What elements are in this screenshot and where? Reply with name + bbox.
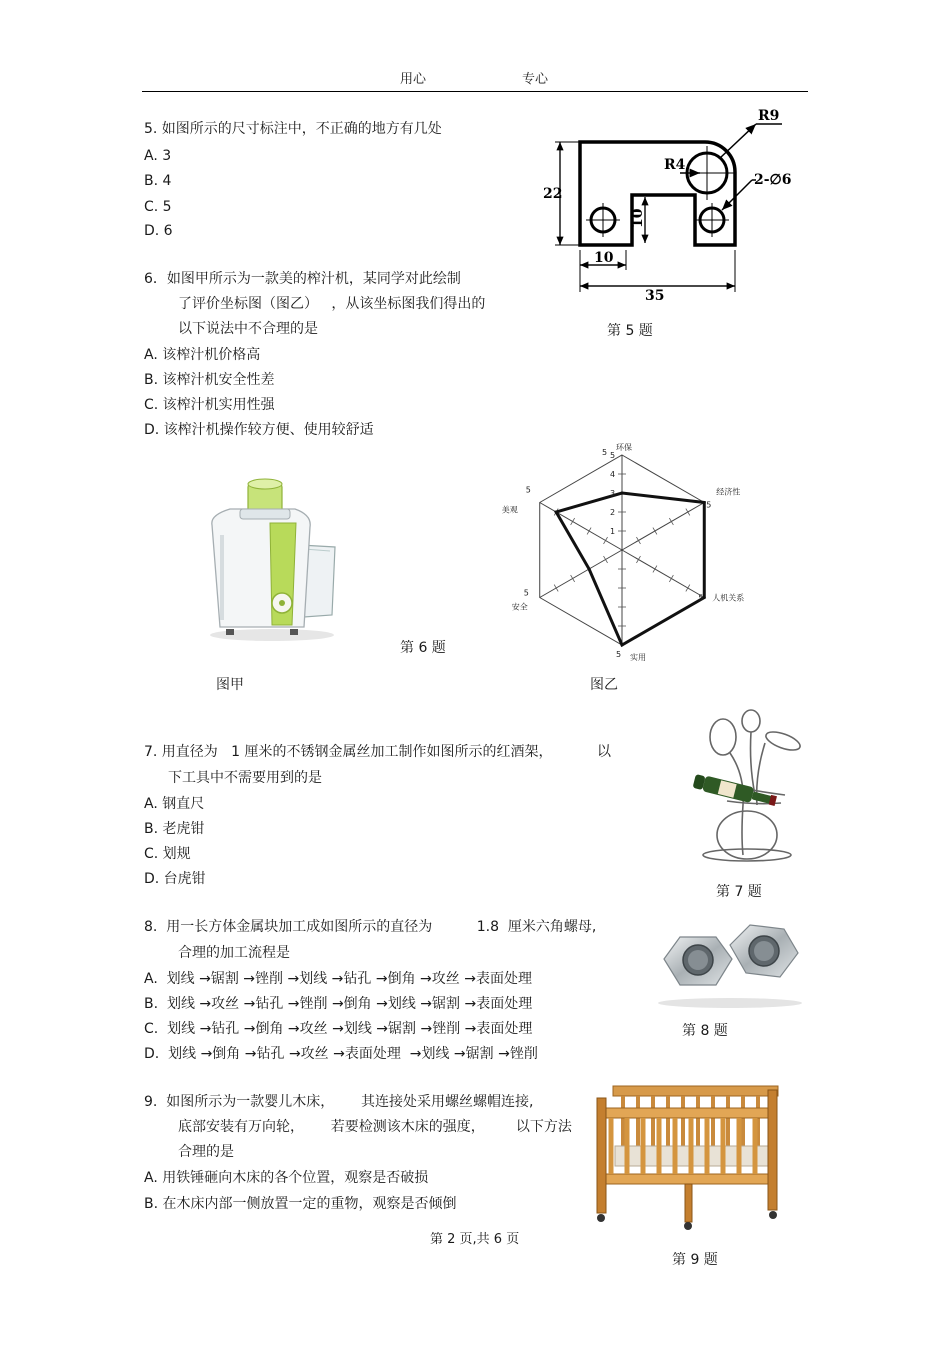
baby-crib-image [593,1078,788,1233]
radar-axis-label: 经济性 [716,487,741,497]
dim-10-vertical: 10 [630,208,646,228]
radar-axis-max-label: 5 [523,588,529,598]
radar-tick-mark [604,537,608,544]
dim-r9: R9 [758,108,780,124]
radar-axis-1 [622,503,704,551]
header-right: 专心 [522,72,549,87]
page-footer: 第 2 页,共 6 页 [430,1232,520,1247]
radar-data-point [621,492,624,495]
q8-option-c: C. 划线 →钻孔 →倒角 →攻丝 →划线 →锯割 →锉削 →表面处理 [144,1021,533,1037]
radar-tick-label: 4 [610,470,616,479]
q6-figure-caption: 第 6 题 [400,640,446,656]
dim-35: 35 [645,288,665,304]
q5-technical-drawing [530,100,810,310]
q8-stem-line2: 合理的加工流程是 [178,945,290,961]
q9-figure-caption: 第 9 题 [672,1252,718,1268]
evaluation-radar-chart [470,440,780,670]
q8-option-b: B. 划线 →攻丝 →钻孔 →锉削 →倒角 →划线 →锯割 →表面处理 [144,996,533,1012]
q7-stem-line2: 下工具中不需要用到的是 [168,770,322,786]
figure-b-caption: 图乙 [590,677,618,693]
radar-axis-label: 安全 [511,602,528,612]
juicer-image [200,475,345,645]
q9-stem-line1: 9. 如图所示为一款婴儿木床， 其连接处采用螺丝螺帽连接, [144,1094,534,1110]
radar-tick-label: 5 [610,451,616,460]
radar-tick-mark [587,528,591,535]
dim-r4: R4 [664,157,686,173]
q9-option-b: B. 在木床内部一侧放置一定的重物，观察是否倾倒 [144,1196,457,1212]
radar-tick-mark [571,575,575,582]
radar-data-point [555,511,558,514]
q5-option-c: C. 5 [144,199,172,215]
q8-figure-caption: 第 8 题 [682,1023,728,1039]
radar-axis-max-label: 5 [525,485,531,495]
radar-axis-max-label: 5 [602,448,608,457]
radar-tick-mark [653,566,657,573]
header-left: 用心 [400,72,427,87]
q5-option-a: A. 3 [144,148,172,164]
dim-d6: 2-∅6 [754,172,792,188]
q8-option-d: D. 划线 →倒角 →钻孔 →攻丝 →表面处理 →划线 →锯割 →锉削 [144,1046,538,1062]
q5-option-d: D. 6 [144,223,173,239]
radar-axis-label: 实用 [630,653,646,662]
radar-axis-label: 环保 [616,443,632,452]
radar-tick-mark [686,509,690,516]
q7-stem-line1: 7. 用直径为 1 厘米的不锈钢金属丝加工制作如图所示的红酒架， 以 [144,744,612,760]
q6-stem-line1: 6．如图甲所示为一款美的榨汁机，某同学对此绘制 [144,271,461,287]
radar-axis-2 [622,550,704,598]
hex-nuts-image [650,915,810,1010]
radar-tick-mark [636,556,640,563]
q6-option-c: C. 该榨汁机实用性强 [144,397,275,413]
q5-figure-caption: 第 5 题 [607,323,653,339]
radar-axis-max-label: 5 [698,593,704,603]
figure-a-caption: 图甲 [216,677,244,693]
radar-axis-label: 美观 [501,505,518,515]
q6-option-a: A. 该榨汁机价格高 [144,347,261,363]
q6-option-d: D. 该榨汁机操作较方便、使用较舒适 [144,422,374,438]
radar-tick-mark [653,528,657,535]
q6-option-b: B. 该榨汁机安全性差 [144,372,275,388]
radar-tick-mark [669,575,673,582]
radar-tick-mark [669,518,673,525]
q5-stem: 5. 如图所示的尺寸标注中，不正确的地方有几处 [144,121,442,137]
header-rule [142,91,808,92]
radar-data-point [588,568,591,571]
wine-rack-image [685,705,810,865]
q9-stem-line2: 底部安装有万向轮， 若要检测该木床的强度， 以下方法 [178,1119,572,1135]
radar-tick-mark [604,556,608,563]
q7-option-a: A. 钢直尺 [144,796,205,812]
radar-tick-mark [686,585,690,592]
radar-tick-label: 3 [610,489,616,498]
radar-tick-label: 2 [610,508,616,517]
q9-option-a: A. 用铁锤砸向木床的各个位置，观察是否破损 [144,1170,429,1186]
radar-axis-max-label: 5 [616,650,622,659]
radar-tick-mark [554,585,558,592]
radar-axis-label: 人机关系 [712,593,745,603]
q8-stem-line1: 8. 用一长方体金属块加工成如图所示的直径为 1.8 厘米六角螺母, [144,919,597,935]
radar-tick-mark [571,518,575,525]
q7-figure-caption: 第 7 题 [716,884,762,900]
q7-option-c: C. 划规 [144,846,191,862]
q5-option-b: B. 4 [144,173,172,189]
q7-option-b: B. 老虎钳 [144,821,205,837]
q9-stem-line3: 合理的是 [178,1144,234,1160]
radar-axis-max-label: 5 [706,500,712,510]
q7-option-d: D. 台虎钳 [144,871,206,887]
radar-tick-label: 1 [610,527,616,536]
dim-22: 22 [543,186,563,202]
q6-stem-line2: 了评价坐标图（图乙） ，从该坐标图我们得出的 [178,296,486,312]
radar-tick-mark [636,537,640,544]
q8-option-a: A. 划线 →锯割 →锉削 →划线 →钻孔 →倒角 →攻丝 →表面处理 [144,971,532,987]
dim-10-horizontal: 10 [594,250,614,266]
radar-data-point [621,644,624,647]
q6-stem-line3: 以下说法中不合理的是 [178,321,318,337]
